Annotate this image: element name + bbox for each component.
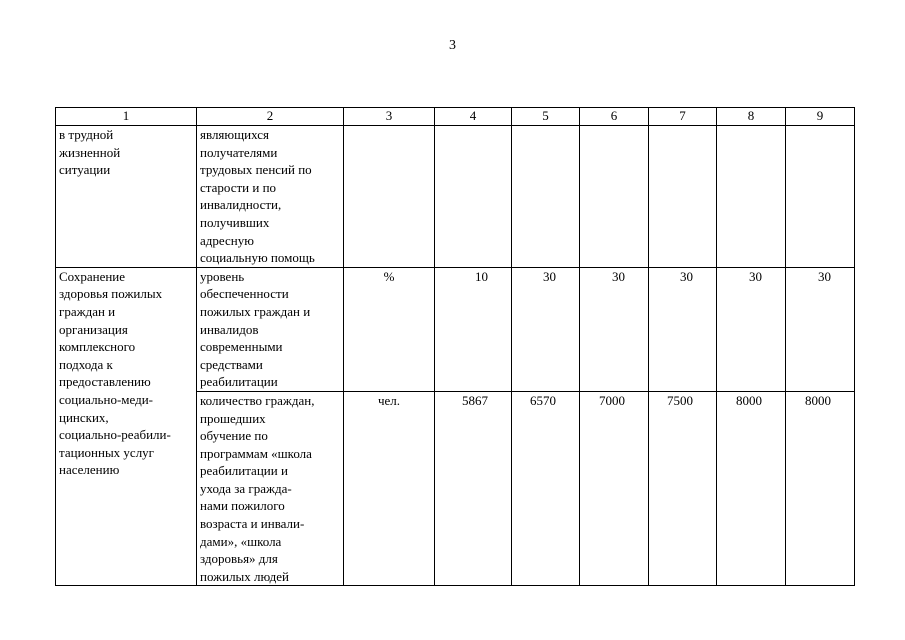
value-cell — [717, 126, 786, 268]
unit-cell — [344, 126, 435, 268]
column-header: 3 — [344, 108, 435, 126]
value-cell: 30 — [580, 267, 649, 391]
indicator-cell: уровень обеспеченности пожилых граждан и инвалидов современными средствами реабилитации — [197, 267, 344, 391]
column-header: 5 — [512, 108, 580, 126]
value-cell: 30 — [649, 267, 717, 391]
column-header: 7 — [649, 108, 717, 126]
column-header: 2 — [197, 108, 344, 126]
goal-cell: в трудной жизненной ситуации — [56, 126, 197, 268]
value-cell: 30 — [786, 267, 855, 391]
value-cell — [649, 126, 717, 268]
page-number: 3 — [449, 38, 456, 53]
table-row — [56, 267, 855, 391]
indicator-cell: количество граждан, прошедших обучение по программам «школа реабилитации и ухода за гражда- нами пожилого возраста и инвали- дами», «школа здоровья» для пожилых людей — [197, 391, 344, 586]
indicator-cell: являющихся получателями трудовых пенсий по старости и по инвалидности, получивших адресную социальную помощь — [197, 126, 344, 268]
indicator-table — [55, 107, 855, 586]
column-header: 8 — [717, 108, 786, 126]
goal-cell: Сохранение здоровья пожилых граждан и организация комплексного подхода к предоставлению социально-меди- цинских, социально-реабили- тационных услуг населению — [56, 267, 197, 586]
value-cell: 7000 — [580, 391, 649, 586]
column-header: 9 — [786, 108, 855, 126]
value-cell — [435, 126, 512, 268]
value-cell: 30 — [717, 267, 786, 391]
value-cell — [580, 126, 649, 268]
table-row — [56, 126, 855, 268]
value-cell — [512, 126, 580, 268]
column-header: 6 — [580, 108, 649, 126]
value-cell: 8000 — [786, 391, 855, 586]
value-cell: 8000 — [717, 391, 786, 586]
column-header: 4 — [435, 108, 512, 126]
column-header: 1 — [56, 108, 197, 126]
value-cell: 30 — [512, 267, 580, 391]
value-cell: 6570 — [512, 391, 580, 586]
value-cell: 7500 — [649, 391, 717, 586]
value-cell: 10 — [435, 267, 512, 391]
table-header-row — [56, 108, 855, 126]
value-cell: 5867 — [435, 391, 512, 586]
unit-cell: чел. — [344, 391, 435, 586]
value-cell — [786, 126, 855, 268]
unit-cell: % — [344, 267, 435, 391]
